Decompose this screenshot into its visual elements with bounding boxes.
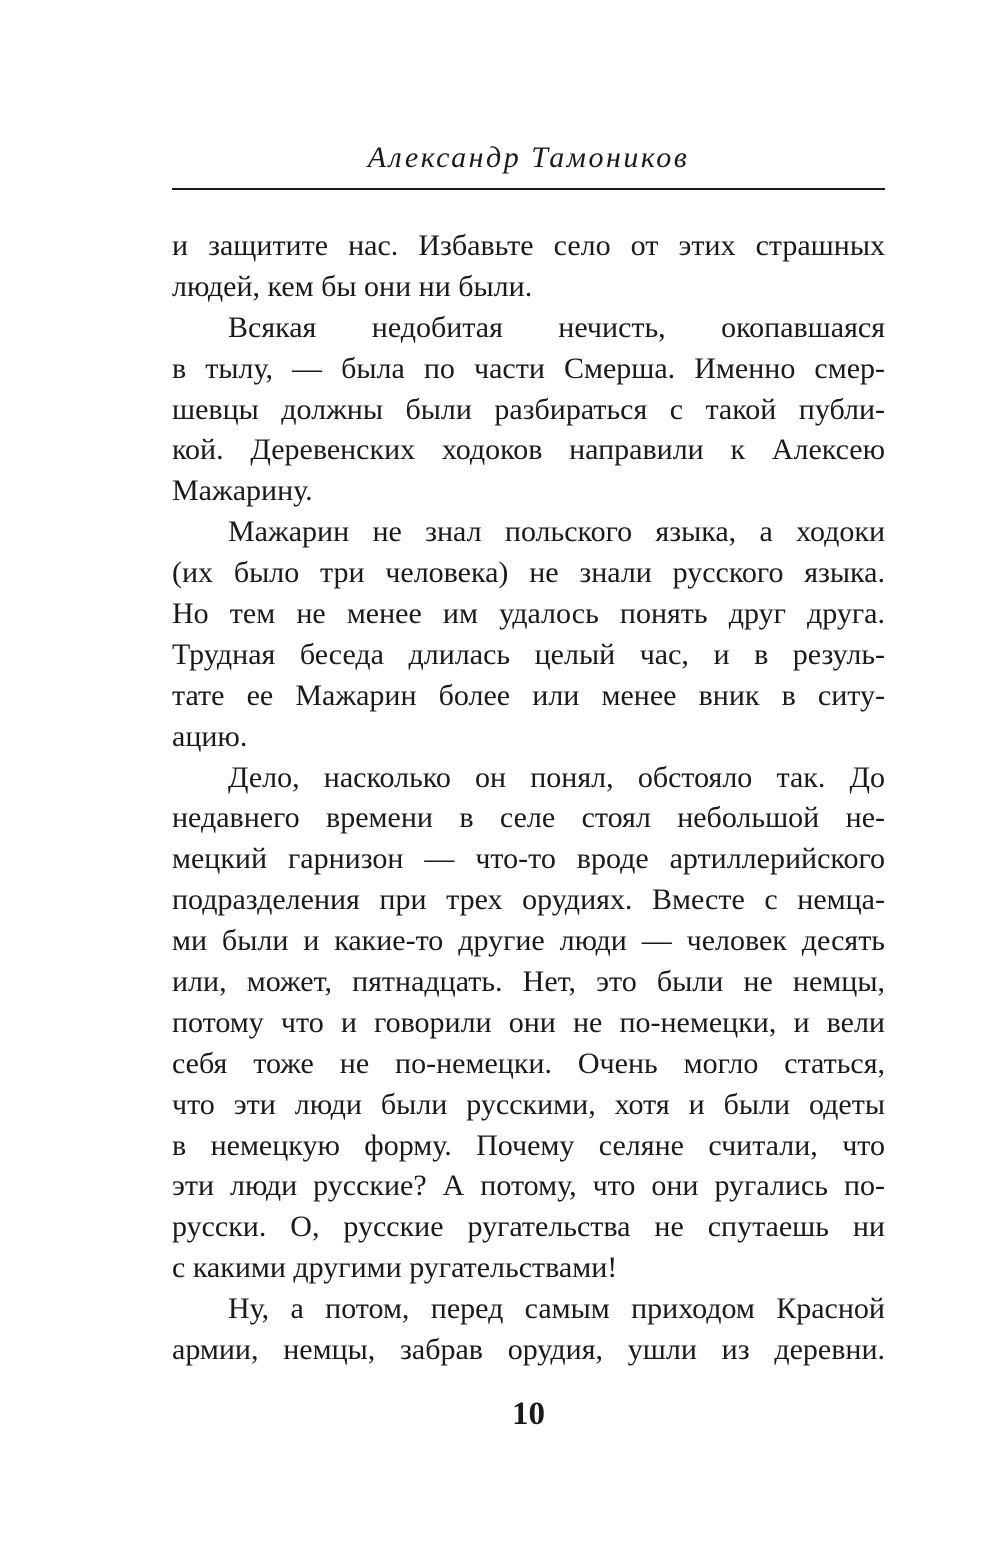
text-line: мецкий гарнизон — что-то вроде артиллерийского xyxy=(172,842,885,876)
body-text xyxy=(172,226,885,1371)
header-rule xyxy=(172,188,885,190)
text-line: эти люди русские? А потому, что они ругались по- xyxy=(172,1169,885,1203)
text-line: Мажарину. xyxy=(172,474,313,508)
text-line: подразделения при трех орудиях. Вместе с немца- xyxy=(172,883,885,917)
text-line: и защитите нас. Избавьте село от этих страшных xyxy=(172,229,885,262)
text-line: Трудная беседа длилась целый час, и в резуль- xyxy=(172,637,885,671)
text-line: тате ее Мажарин более или менее вник в ситу- xyxy=(172,678,885,712)
text-line: ми были и какие-то другие люди — человек десять xyxy=(172,924,885,958)
text-line: шевцы должны были разбираться с такой публи- xyxy=(172,392,885,426)
page-number: 10 xyxy=(512,1396,545,1432)
running-head-author: Александр Тамоников xyxy=(367,141,690,174)
text-line: людей, кем бы они ни были. xyxy=(172,269,533,303)
text-line: в тылу, — была по части Смерша. Именно смер- xyxy=(172,351,885,385)
text-line: ацию. xyxy=(172,719,248,753)
text-line: в немецкую форму. Почему селяне считали, что xyxy=(172,1128,885,1162)
text-line: потому что и говорили они не по-немецки, и вели xyxy=(172,1005,885,1039)
text-line: или, может, пятнадцать. Нет, это были не немцы, xyxy=(172,965,885,999)
text-line: Мажарин не знал польского языка, а ходоки xyxy=(228,515,885,549)
text-line: (их было три человека) не знали русского языка. xyxy=(172,556,885,590)
text-line: себя тоже не по-немецки. Очень могло статься, xyxy=(172,1046,885,1080)
text-line: Дело, насколько он понял, обстояло так. До xyxy=(228,760,885,794)
text-line: что эти люди были русскими, хотя и были одеты xyxy=(172,1087,885,1121)
text-line: Но тем не менее им удалось понять друг друга. xyxy=(172,597,885,631)
text-line: армии, немцы, забрав орудия, ушли из деревни. xyxy=(172,1333,885,1367)
text-line: с какими другими ругательствами! xyxy=(172,1251,618,1285)
text-line: Ну, а потом, перед самым приходом Красной xyxy=(228,1292,885,1326)
text-line: кой. Деревенских ходоков направили к Алексею xyxy=(172,433,885,467)
text-line: Всякая недобитая нечисть, окопавшаяся xyxy=(228,310,885,344)
text-line: русски. О, русские ругательства не спутаешь ни xyxy=(172,1210,885,1244)
text-line: недавнего времени в селе стоял небольшой не- xyxy=(172,801,885,835)
